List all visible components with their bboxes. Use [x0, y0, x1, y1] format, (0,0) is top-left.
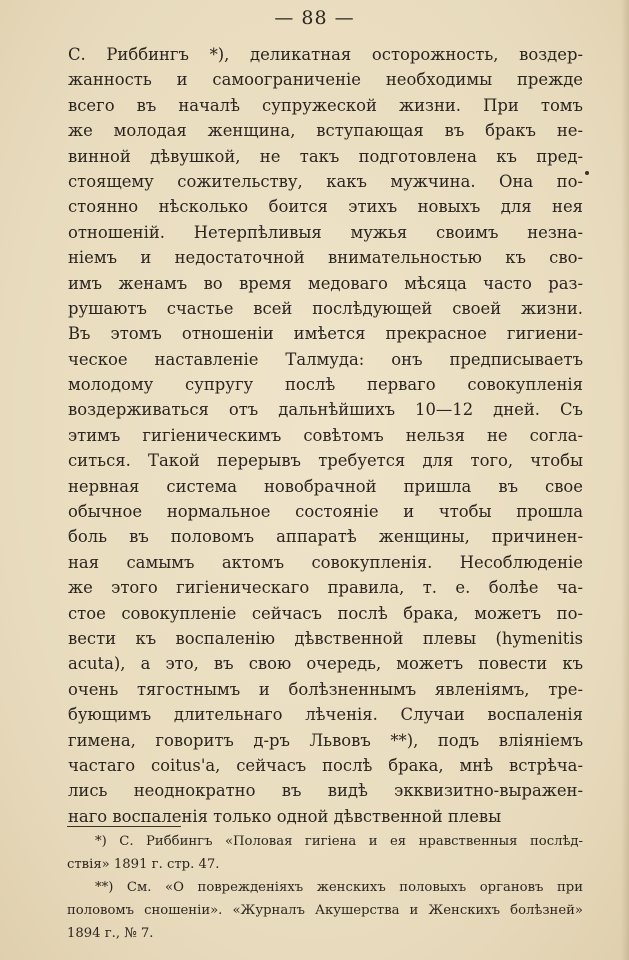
- text-line: винной дѣвушкой, не такъ подготовлена къ пред-: [68, 146, 583, 166]
- text-line: вести къ воспаленію дѣвственной плевы (hymenitis: [68, 628, 583, 648]
- text-line: воздерживаться отъ дальнѣйшихъ 10—12 дней. Съ: [68, 400, 583, 420]
- text-line: очень тягостнымъ и болѣзненнымъ явленіямъ, тре-: [68, 679, 583, 699]
- text-line: же этого гигіеническаго правила, т. е. болѣе ча-: [68, 578, 583, 598]
- text-line: С. Риббингъ *), деликатная осторожность, воздер-: [68, 45, 583, 64]
- text-line: ческое наставленіе Талмуда: онъ предписываетъ: [68, 349, 583, 369]
- text-line: acuta), а это, въ свою очередь, можетъ повести къ: [68, 654, 583, 674]
- text-line: нервная система новобрачной пришла въ свое: [68, 476, 583, 496]
- footnote-line: *) С. Риббингъ «Половая гигіена и ея нравственныя послѣд-: [95, 834, 583, 849]
- text-line: наго воспаленія только одной дѣвственной плевы: [68, 806, 502, 826]
- text-line: ніемъ и недостаточной внимательностью къ сво-: [68, 248, 583, 268]
- footnote-line: половомъ сношеніи». «Журналъ Акушерства и Женскихъ болѣзней»: [67, 903, 583, 918]
- text-line: всего въ началѣ супружеской жизни. При томъ: [68, 95, 583, 115]
- text-line: рушаютъ счастье всей послѣдующей своей жизни.: [68, 298, 583, 318]
- text-line: ная самымъ актомъ совокупленія. Несоблюденіе: [68, 552, 583, 572]
- text-line: стоящему сожительству, какъ мужчина. Она по-: [68, 171, 583, 191]
- main-text: [68, 42, 583, 829]
- text-line: лись неоднократно въ видѣ экквизитно-выражен-: [68, 781, 583, 801]
- page-edge-shadow: [621, 0, 629, 960]
- footnote-line: 1894 г., № 7.: [67, 926, 154, 941]
- footnote-line: **) См. «О поврежденіяхъ женскихъ половыхъ органовъ при: [95, 880, 583, 895]
- text-line: ситься. Такой перерывъ требуется для того, чтобы: [68, 451, 583, 471]
- footnotes: [67, 830, 583, 945]
- footnote-line: ствія» 1891 г. стр. 47.: [67, 857, 220, 872]
- ink-speck: [585, 171, 589, 175]
- text-line: стоянно нѣсколько боится этихъ новыхъ для нея: [68, 197, 583, 217]
- text-line: обычное нормальное состояніе и чтобы прошла: [68, 502, 583, 522]
- text-line: боль въ половомъ аппаратѣ женщины, причинен-: [68, 527, 583, 547]
- text-line: гимена, говоритъ д-ръ Львовъ **), подъ вліяніемъ: [68, 730, 583, 750]
- text-line: частаго coitus'a, сейчасъ послѣ брака, мнѣ встрѣча-: [68, 755, 583, 775]
- page-number: — 88 —: [274, 7, 355, 29]
- text-line: же молодая женщина, вступающая въ бракъ не-: [68, 121, 583, 141]
- text-line: имъ женамъ во время медоваго мѣсяца часто раз-: [68, 273, 583, 293]
- text-line: молодому супругу послѣ перваго совокупленія: [68, 375, 583, 395]
- text-line: стое совокупленіе сейчасъ послѣ брака, можетъ по-: [68, 603, 583, 623]
- text-line: отношеній. Нетерпѣливыя мужья своимъ незна-: [68, 222, 583, 242]
- text-line: Въ этомъ отношеніи имѣется прекрасное гигиени-: [68, 324, 583, 344]
- text-line: жанность и самоограниченіе необходимы прежде: [68, 70, 583, 90]
- text-line: этимъ гигіеническимъ совѣтомъ нельзя не согла-: [68, 425, 583, 445]
- text-line: бующимъ длительнаго лѣченія. Случаи воспаленія: [68, 705, 583, 725]
- footnote-divider: [67, 826, 181, 827]
